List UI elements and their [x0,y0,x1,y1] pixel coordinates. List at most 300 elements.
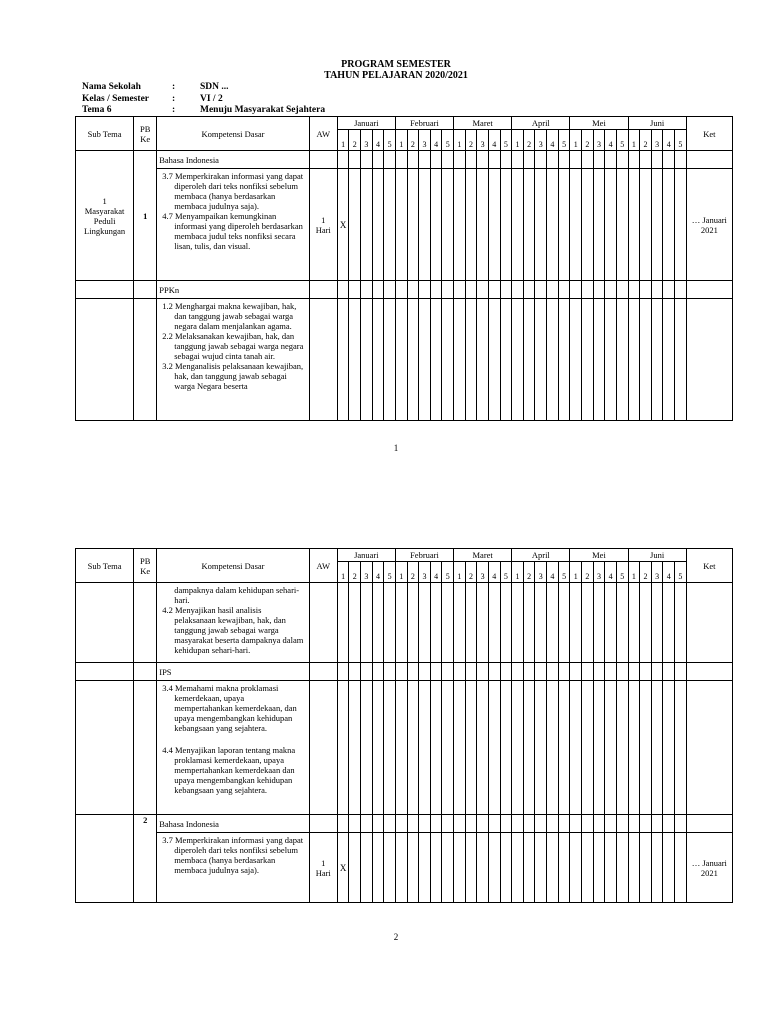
week-number: 1 [454,130,466,151]
week-number: 1 [628,562,640,583]
pb-cell: 2 [134,815,157,903]
header-sub-tema: Sub Tema [76,549,134,583]
week-cell [395,833,407,903]
week-cell [442,169,454,281]
week-cell [512,833,524,903]
week-cell [488,815,500,833]
week-cell [372,583,384,663]
week-cell [442,681,454,815]
document-subtitle: TAHUN PELAJARAN 2020/2021 [324,70,468,81]
header-month: Februari [395,117,453,130]
week-cell [395,815,407,833]
week-cell [465,681,477,815]
week-cell [372,299,384,421]
week-cell [419,281,431,299]
week-cell [523,663,535,681]
aw-cell [309,299,337,421]
week-cell [675,815,687,833]
week-number: 1 [395,562,407,583]
kd-item: 3.7 Memperkirakan informasi yang dapat diperoleh dari teks nonfiksi sebelum membaca (hanya berdasarkan membaca judulnya saja). [162,171,304,211]
week-cell [512,299,524,421]
week-cell [395,663,407,681]
week-cell [628,815,640,833]
meta-label: Kelas / Semester [82,93,150,104]
week-cell [558,681,570,815]
week-cell [593,681,605,815]
week-cell [349,299,361,421]
subject-ips: IPS [157,663,309,681]
week-cell [384,169,396,281]
week-cell [454,169,466,281]
week-cell [454,681,466,815]
week-number: 3 [361,130,373,151]
week-number: 5 [384,562,396,583]
week-cell [488,169,500,281]
week-cell [570,151,582,169]
week-cell [616,583,628,663]
week-cell [465,281,477,299]
week-cell [349,281,361,299]
kd-cell [157,833,309,903]
week-cell [477,833,489,903]
header-pb-ke: PB Ke [134,549,157,583]
week-cell [558,815,570,833]
header-month: Maret [454,549,512,562]
week-number: 4 [430,130,442,151]
kd-item: 3.4 Memahami makna proklamasi kemerdekaan, upaya mempertahankan kemerdekaan, dan upaya mengembangkan kehidupan kebangsaan yang sejahtera. [162,683,297,733]
week-number: 3 [651,562,663,583]
week-cell [651,583,663,663]
week-cell [651,151,663,169]
week-number: 3 [651,130,663,151]
program-table-page-2 [75,548,733,903]
meta-value: Menuju Masyarakat Sejahtera [200,105,326,115]
week-cell [605,833,617,903]
week-number: 5 [558,130,570,151]
header-kompetensi-dasar: Kompetensi Dasar [157,117,309,151]
week-cell [663,815,675,833]
week-cell [361,815,373,833]
week-cell [628,169,640,281]
week-cell [547,681,559,815]
week-cell [570,299,582,421]
week-cell [547,663,559,681]
week-number: 2 [640,130,652,151]
week-cell [395,281,407,299]
week-number: 2 [582,562,594,583]
week-cell [675,833,687,903]
meta-label: Nama Sekolah [82,82,141,92]
meta-value: SDN ... [200,82,229,92]
week-cell [407,583,419,663]
week-number: 1 [570,562,582,583]
week-cell [465,815,477,833]
week-cell [616,833,628,903]
week-cell [384,681,396,815]
ket-cell [686,583,732,663]
header-month: Maret [454,117,512,130]
kd-cell [157,299,309,421]
week-cell [477,583,489,663]
kd-cell [157,583,309,663]
header-pb-ke: PB Ke [134,117,157,151]
week-cell [605,169,617,281]
week-cell [558,663,570,681]
week-cell [605,151,617,169]
header-kompetensi-dasar: Kompetensi Dasar [157,549,309,583]
week-number: 4 [605,130,617,151]
week-cell [582,815,594,833]
header-month: Januari [337,549,395,562]
week-cell [372,169,384,281]
week-cell [465,583,477,663]
kd-item: 4.2 Menyajikan hasil analisis pelaksanaan kewajiban, hak, dan tanggung jawab sebagai warga masyarakat beserta dampaknya dalam kehidupan sehari-hari. [162,605,304,655]
week-cell [395,151,407,169]
week-cell [465,169,477,281]
meta-sep: : [172,82,176,92]
week-cell [570,681,582,815]
subject-bahasa-indonesia: Bahasa Indonesia [157,815,309,833]
week-cell [361,833,373,903]
week-number: 3 [535,130,547,151]
week-cell [547,815,559,833]
week-cell [430,281,442,299]
week-cell [640,663,652,681]
week-cell [547,281,559,299]
week-cell [593,815,605,833]
week-cell [477,169,489,281]
week-cell [512,583,524,663]
week-cell [337,815,349,833]
week-cell [500,833,512,903]
ket-cell: … Januari 2021 [686,833,732,903]
week-cell [454,281,466,299]
week-cell [582,281,594,299]
week-number: 5 [675,562,687,583]
week-number: 5 [558,562,570,583]
week-number: 2 [349,130,361,151]
week-cell [663,299,675,421]
week-cell [477,815,489,833]
document-title: PROGRAM SEMESTER [341,59,451,70]
week-cell [675,583,687,663]
aw-value: 1 Hari [315,214,331,235]
week-cell [593,833,605,903]
week-cell [430,833,442,903]
week-cell [570,833,582,903]
week-cell [535,833,547,903]
week-cell [465,151,477,169]
week-number: 4 [372,130,384,151]
ket-cell [686,681,732,815]
week-cell [419,151,431,169]
week-cell [419,663,431,681]
week-cell [442,299,454,421]
week-cell [488,583,500,663]
week-cell [512,663,524,681]
week-cell [547,583,559,663]
program-table-page-1 [75,116,733,421]
week-cell [372,815,384,833]
week-cell [640,151,652,169]
week-cell [407,281,419,299]
week-cell: X [337,833,349,903]
week-number: 2 [407,562,419,583]
ket-cell [686,663,732,681]
week-cell [500,663,512,681]
week-cell [663,151,675,169]
week-number: 2 [349,562,361,583]
week-cell [523,281,535,299]
header-month: Juni [628,549,686,562]
week-cell [442,281,454,299]
ket-cell [686,299,732,421]
subject-ppkn: PPKn [157,281,309,299]
week-cell [628,151,640,169]
week-cell [535,815,547,833]
kd-item: 2.2 Melaksanakan kewajiban, hak, dan tanggung jawab sebagai warga negara sebagai wujud cinta tanah air. [162,331,304,361]
header-aw: AW [309,117,337,151]
aw-cell [309,815,337,833]
week-number: 3 [419,130,431,151]
week-cell [337,281,349,299]
aw-cell [309,169,337,281]
week-cell [488,281,500,299]
week-cell [419,169,431,281]
week-cell [675,681,687,815]
aw-cell [309,663,337,681]
week-cell [523,583,535,663]
week-cell [395,583,407,663]
week-cell [384,583,396,663]
week-cell [605,281,617,299]
week-cell [430,151,442,169]
header-month: April [512,117,570,130]
week-cell [663,281,675,299]
week-cell [500,815,512,833]
kd-cell [157,169,309,281]
week-number: 2 [465,562,477,583]
ket-cell: … Januari 2021 [686,169,732,281]
week-cell: X [337,169,349,281]
week-cell [372,151,384,169]
week-cell [523,833,535,903]
meta-value: VI / 2 [200,93,223,104]
week-cell [663,583,675,663]
week-number: 1 [454,562,466,583]
week-cell [349,663,361,681]
week-cell [361,281,373,299]
week-number: 1 [628,130,640,151]
week-cell [675,663,687,681]
week-number: 4 [430,562,442,583]
week-cell [477,151,489,169]
week-cell [512,169,524,281]
week-cell [361,663,373,681]
week-number: 4 [488,562,500,583]
week-cell [419,833,431,903]
kd-item: 1.2 Menghargai makna kewajiban, hak, dan tanggung jawab sebagai warga negara dalam menjalankan agama. [162,301,297,331]
week-cell [349,833,361,903]
week-number: 1 [512,562,524,583]
week-cell [547,151,559,169]
ket-cell [686,281,732,299]
week-cell [640,681,652,815]
week-number: 5 [500,562,512,583]
week-cell [582,663,594,681]
week-cell [500,281,512,299]
week-cell [640,299,652,421]
week-cell [651,833,663,903]
week-number: 5 [616,562,628,583]
week-cell [616,663,628,681]
subtema-text: 1 Masyarakat Peduli Lingkungan [84,195,126,236]
week-cell [488,151,500,169]
aw-cell [309,833,337,903]
week-cell [465,833,477,903]
week-cell [372,681,384,815]
week-cell [407,815,419,833]
week-cell [640,281,652,299]
week-cell [651,681,663,815]
kd-item: 4.7 Menyampaikan kemungkinan informasi yang diperoleh berdasarkan membaca judul teks nonfiksi secara lisan, tulis, dan visual. [162,211,303,251]
week-cell [535,663,547,681]
header-aw: AW [309,549,337,583]
week-cell [651,299,663,421]
week-cell [593,663,605,681]
week-cell [651,169,663,281]
week-number: 2 [523,562,535,583]
meta-block [82,82,325,117]
week-number: 1 [395,130,407,151]
week-cell [616,151,628,169]
week-cell [430,583,442,663]
week-cell [535,681,547,815]
week-cell [500,299,512,421]
week-cell [337,151,349,169]
meta-label: Tema 6 [82,105,112,115]
kd-item: dampaknya dalam kehidupan sehari-hari. [174,585,300,605]
week-cell [477,681,489,815]
week-number: 5 [384,130,396,151]
week-number: 5 [442,130,454,151]
week-number: 2 [523,130,535,151]
week-cell [372,281,384,299]
kd-item: 3.2 Menganalisis pelaksanaan kewajiban, hak, dan tanggung jawab sebagai warga Negara beserta [162,361,304,391]
week-cell [547,833,559,903]
week-cell [488,833,500,903]
week-cell [407,681,419,815]
week-number: 4 [488,130,500,151]
page-number: 2 [393,932,399,942]
aw-cell [309,681,337,815]
week-cell [535,299,547,421]
week-cell [349,169,361,281]
header-month: Februari [395,549,453,562]
week-cell [384,281,396,299]
week-cell [477,663,489,681]
week-cell [512,681,524,815]
week-cell [361,583,373,663]
week-cell [523,151,535,169]
week-cell [582,833,594,903]
week-cell [616,169,628,281]
week-number: 5 [675,130,687,151]
week-number: 1 [570,130,582,151]
week-cell [361,299,373,421]
week-cell [372,833,384,903]
week-cell [430,815,442,833]
pb-cell: 1 [134,151,157,281]
week-cell [558,151,570,169]
week-cell [558,169,570,281]
week-number: 2 [465,130,477,151]
week-cell [605,663,617,681]
subtema-cell [76,151,134,281]
week-cell [570,281,582,299]
week-cell [395,299,407,421]
week-cell [651,815,663,833]
week-cell [430,299,442,421]
week-cell [535,151,547,169]
week-cell [628,281,640,299]
week-cell [535,169,547,281]
week-cell [558,583,570,663]
week-cell [488,299,500,421]
kd-cell [157,681,309,815]
week-cell [535,583,547,663]
week-cell [593,281,605,299]
week-cell [675,281,687,299]
week-cell [582,583,594,663]
week-cell [605,815,617,833]
week-cell [337,299,349,421]
week-cell [500,151,512,169]
week-cell [523,169,535,281]
week-cell [582,299,594,421]
ket-cell [686,815,732,833]
aw-cell [309,583,337,663]
week-cell [535,281,547,299]
week-cell [512,151,524,169]
week-cell [523,299,535,421]
week-number: 4 [663,130,675,151]
week-cell [616,681,628,815]
meta-row-school [82,82,325,94]
header-month: Januari [337,117,395,130]
ket-cell [686,151,732,169]
week-cell [570,663,582,681]
week-cell [419,299,431,421]
week-cell [454,299,466,421]
week-cell [361,681,373,815]
week-cell [616,815,628,833]
week-cell [512,815,524,833]
week-number: 3 [477,562,489,583]
week-cell [349,583,361,663]
week-cell [454,151,466,169]
week-cell [430,663,442,681]
week-cell [628,583,640,663]
week-number: 4 [547,562,559,583]
week-cell [663,681,675,815]
week-cell [442,833,454,903]
header-month: Juni [628,117,686,130]
week-cell [558,299,570,421]
week-cell [593,169,605,281]
week-number: 4 [605,562,617,583]
subtema-cell [76,815,134,903]
